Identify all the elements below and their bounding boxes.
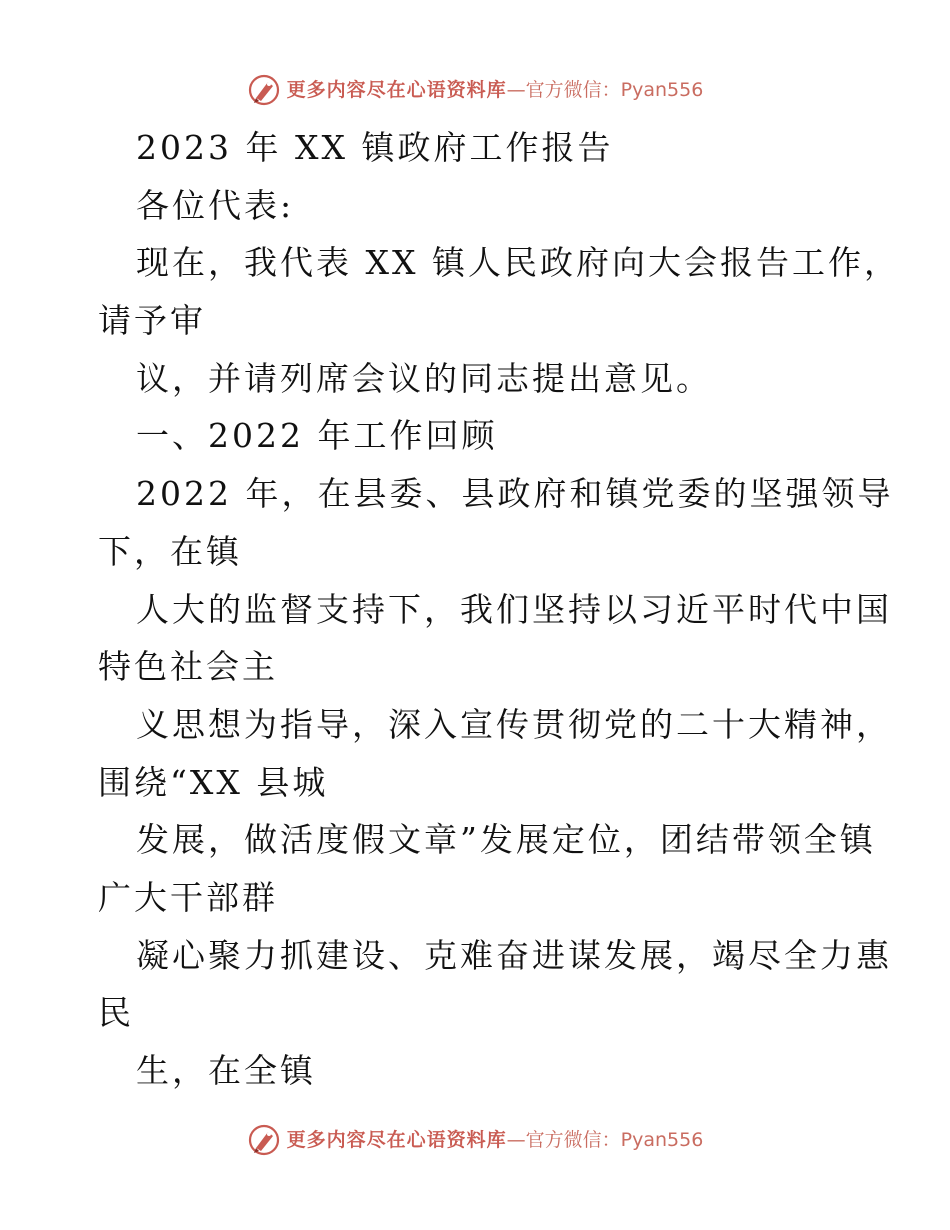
paragraph-line: 请予审 [98,301,206,341]
paragraph-line: 民 [98,993,134,1033]
paragraph-line: 特色社会主 [98,647,278,687]
header-banner [0,70,950,110]
banner-contact: —官方微信：Pyan556 [506,78,704,101]
banner-text [286,78,704,101]
paragraph-line: 义思想为指导，深入宣传贯彻党的二十大精神， [136,704,892,744]
paragraph-line: 下，在镇 [98,531,242,571]
pen-logo-icon [247,73,281,107]
paragraph-line: 2022 年，在县委、县政府和镇党委的坚强领导 [136,474,894,514]
paragraph-line: 凝心聚力抓建设、克难奋进谋发展，竭尽全力惠 [136,935,892,975]
banner-text [286,1128,704,1151]
section-heading: 一、2022 年工作回顾 [136,416,498,456]
document-title: 2023 年 XX 镇政府工作报告 [136,128,614,167]
paragraph-line: 发展，做活度假文章”发展定位，团结带领全镇 [136,820,876,860]
document-body [98,126,900,1107]
paragraph-line: 议，并请列席会议的同志提出意见。 [136,358,712,398]
pen-logo-icon [247,1123,281,1157]
paragraph-line: 人大的监督支持下，我们坚持以习近平时代中国 [136,589,892,629]
paragraph-line: 现在，我代表 XX 镇人民政府向大会报告工作， [136,243,900,283]
banner-brand: 更多内容尽在心语资料库 [286,1128,507,1151]
salutation: 各位代表: [136,185,295,225]
paragraph-line: 围绕“XX 县城 [98,762,329,802]
paragraph-line: 生，在全镇 [136,1051,316,1090]
banner-contact: —官方微信：Pyan556 [506,1128,704,1151]
paragraph-line: 广大干部群 [98,877,278,917]
footer-banner [0,1120,950,1160]
banner-brand: 更多内容尽在心语资料库 [286,78,507,101]
